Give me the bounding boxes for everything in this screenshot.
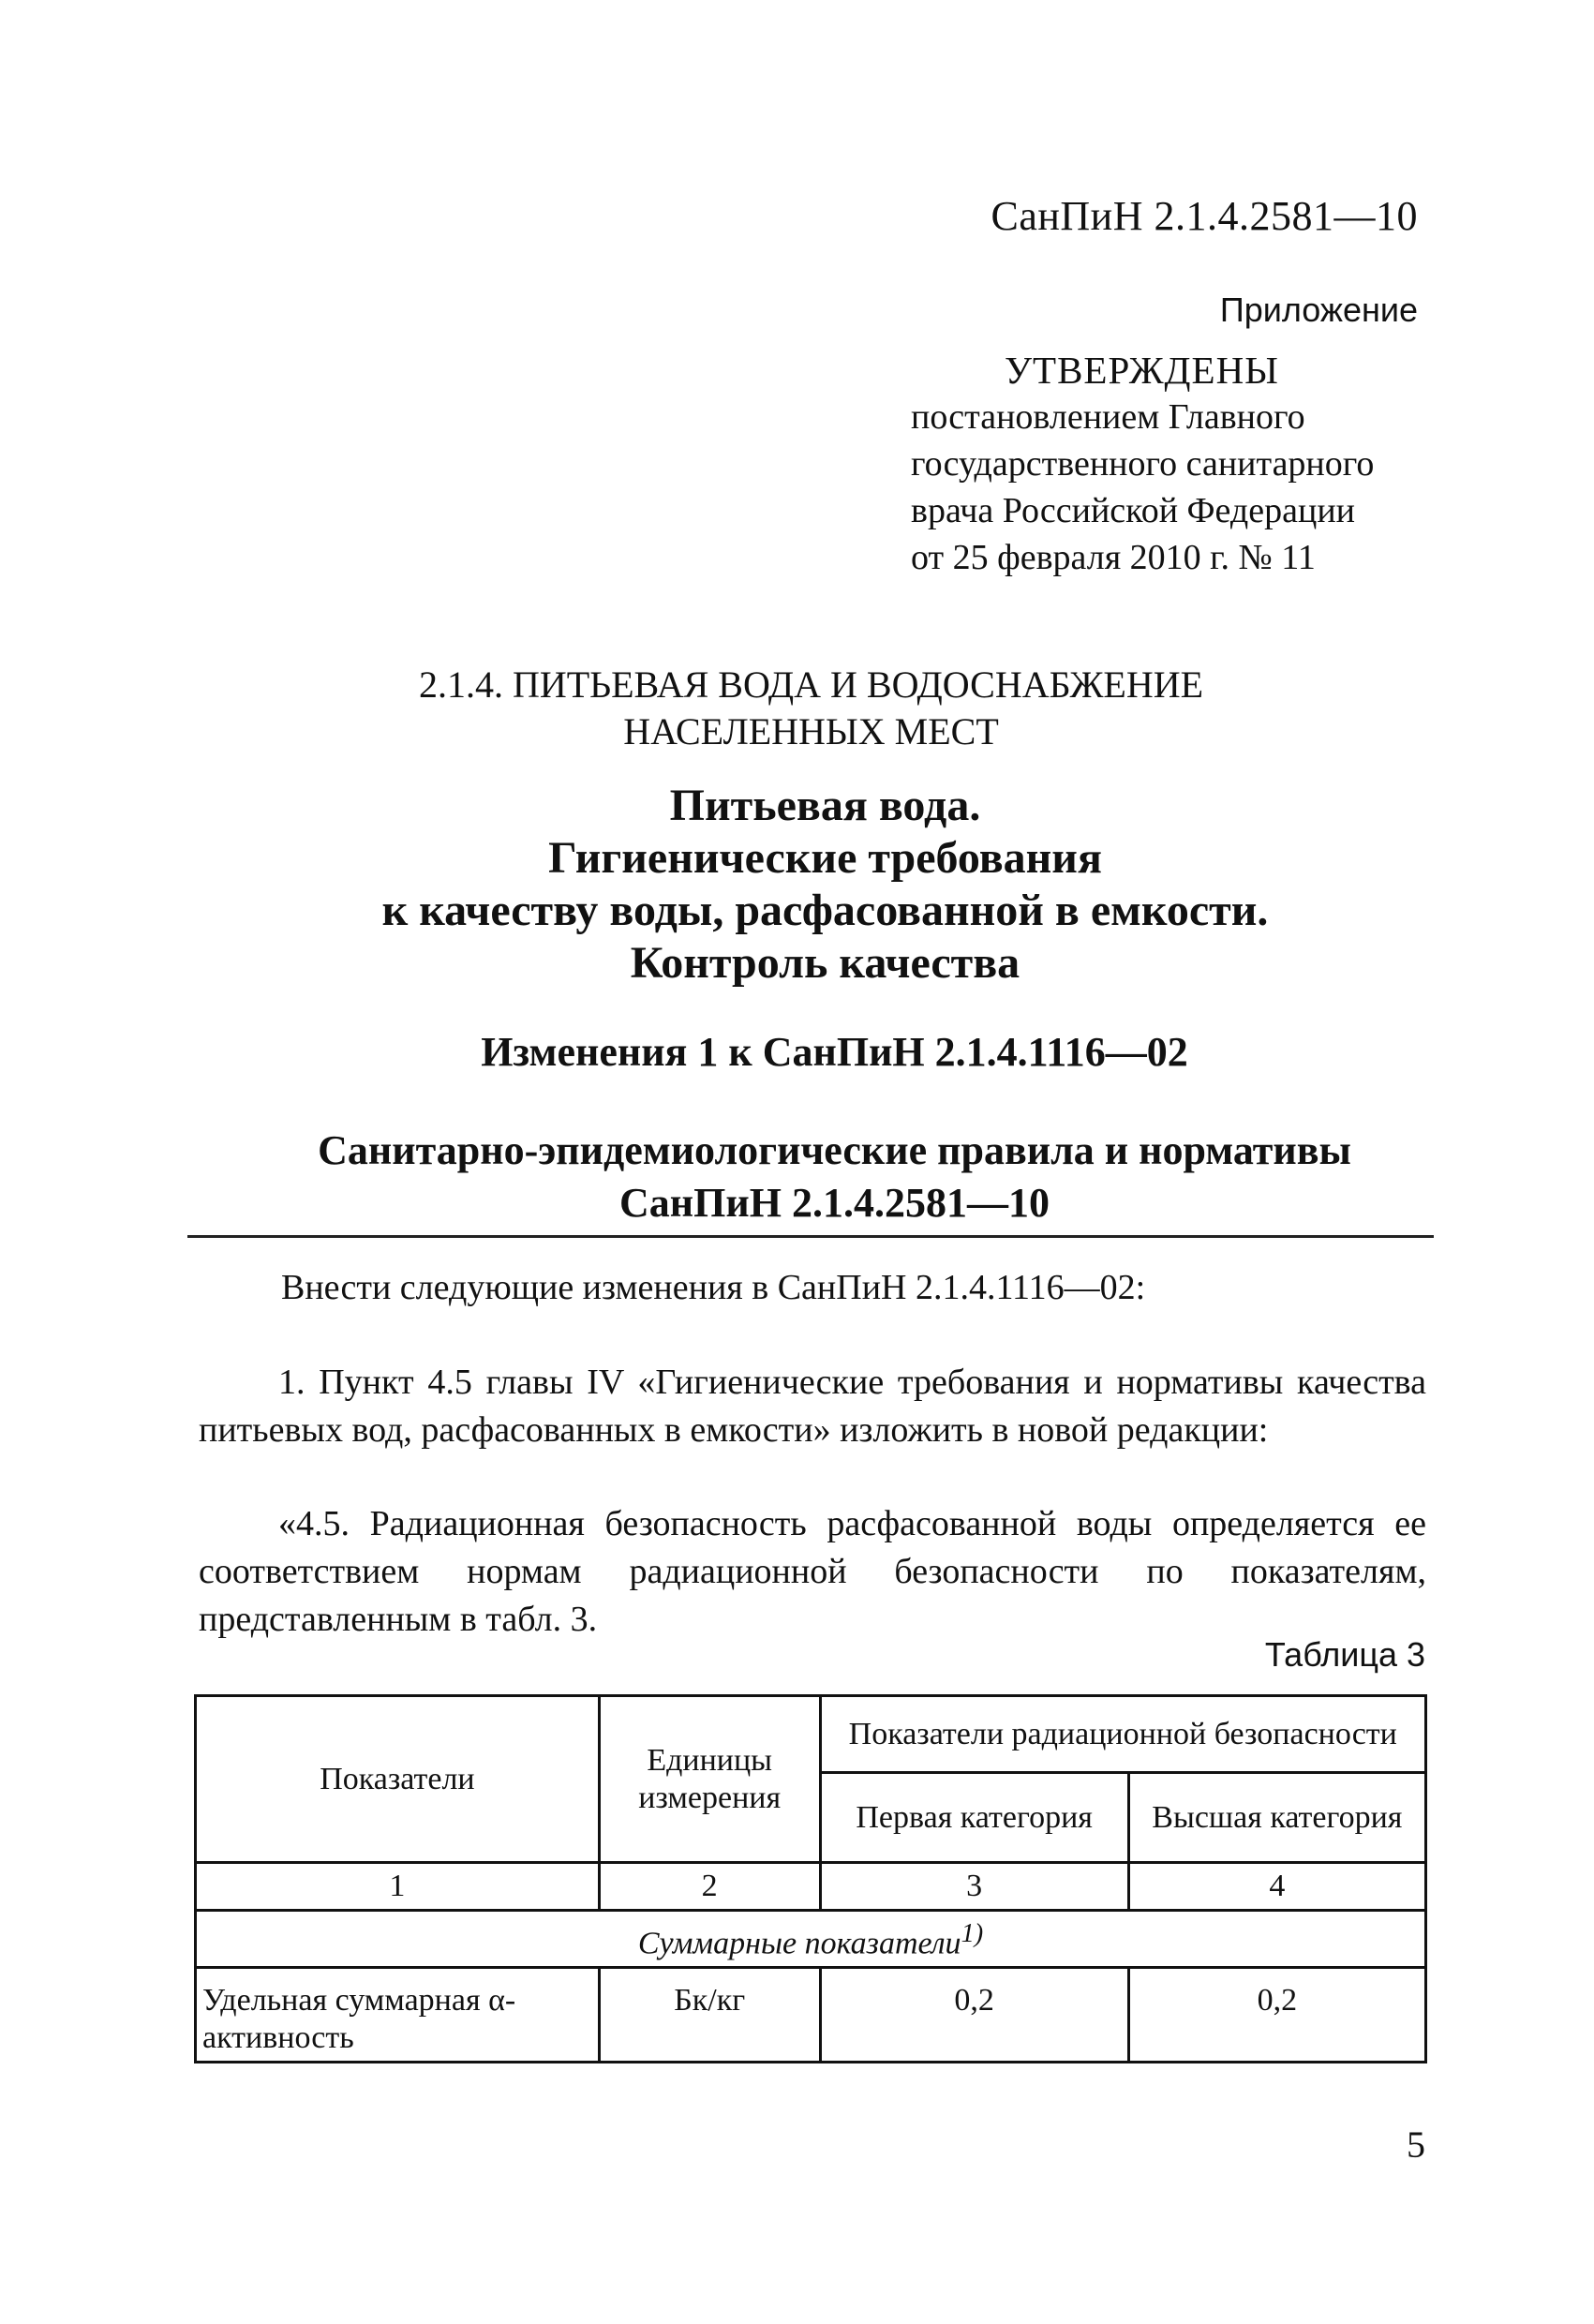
- paragraph-1: 1. Пункт 4.5 главы IV «Гигиенические требования и нормативы качества питьевых вод, расфасованных в емкости» изложить в новой редакции:: [199, 1363, 1426, 1450]
- row-indicator: Удельная суммарная α-активность: [196, 1968, 600, 2063]
- rules-title: [0, 1125, 1594, 1229]
- column-number: 2: [599, 1863, 820, 1911]
- header-highest-category: Высшая категория: [1128, 1773, 1425, 1863]
- table-row: [196, 1968, 1426, 2063]
- column-number: 3: [820, 1863, 1128, 1911]
- title-line: Питьевая вода.: [669, 781, 981, 830]
- amendment-title-text: Изменения 1 к СанПиН 2.1.4.1116—02: [481, 1029, 1188, 1075]
- approval-line: постановлением Главного: [911, 397, 1305, 437]
- header-units: Единицы измерения: [599, 1696, 820, 1863]
- column-number: 1: [196, 1863, 600, 1911]
- document-code: СанПиН 2.1.4.2581—10: [991, 193, 1418, 239]
- group-row: [196, 1911, 1426, 1968]
- radiation-safety-table: [194, 1694, 1427, 2063]
- group-label: Суммарные показатели: [637, 1926, 961, 1961]
- header-indicators: Показатели: [196, 1696, 600, 1863]
- section-heading-line: 2.1.4. ПИТЬЕВАЯ ВОДА И ВОДОСНАБЖЕНИЕ: [418, 663, 1204, 706]
- section-heading-line: НАСЕЛЕННЫХ МЕСТ: [623, 710, 999, 752]
- table-caption: Таблица 3: [1264, 1635, 1425, 1674]
- title-line: Контроль качества: [630, 938, 1020, 988]
- section-heading: [0, 662, 1594, 755]
- approval-line: врача Российской Федерации: [911, 491, 1355, 530]
- row-first-category-value: 0,2: [820, 1968, 1128, 2063]
- header-radiation-safety: Показатели радиационной безопасности: [820, 1696, 1425, 1773]
- title-line: Гигиенические требования: [548, 833, 1102, 883]
- page-number: 5: [1407, 2123, 1425, 2166]
- paragraph-2: «4.5. Радиационная безопасность расфасованной воды определяется ее соответствием нормам радиационной безопасности по показателям, представленным в табл. 3.: [199, 1504, 1426, 1639]
- row-unit: Бк/кг: [599, 1968, 820, 2063]
- approved-heading: УТВЕРЖДЕНЫ: [1005, 349, 1279, 392]
- approval-line: от 25 февраля 2010 г. № 11: [911, 538, 1316, 577]
- rules-title-line: СанПиН 2.1.4.2581—10: [619, 1180, 1050, 1226]
- approval-block: [911, 347, 1436, 581]
- row-highest-category-value: 0,2: [1128, 1968, 1425, 2063]
- amendment-title: [0, 1028, 1594, 1076]
- title-line: к качеству воды, расфасованной в емкости.: [381, 886, 1269, 935]
- footnote-marker: 1): [961, 1919, 984, 1948]
- intro-paragraph: Внести следующие изменения в СанПиН 2.1.4.1116—02:: [281, 1268, 1146, 1307]
- appendix-label: Приложение: [1219, 290, 1418, 329]
- document-title: [0, 780, 1594, 990]
- approval-line: государственного санитарного: [911, 444, 1375, 484]
- column-number: 4: [1128, 1863, 1425, 1911]
- rules-title-line: Санитарно-эпидемиологические правила и нормативы: [318, 1127, 1351, 1173]
- header-first-category: Первая категория: [820, 1773, 1128, 1863]
- horizontal-rule: [187, 1235, 1434, 1238]
